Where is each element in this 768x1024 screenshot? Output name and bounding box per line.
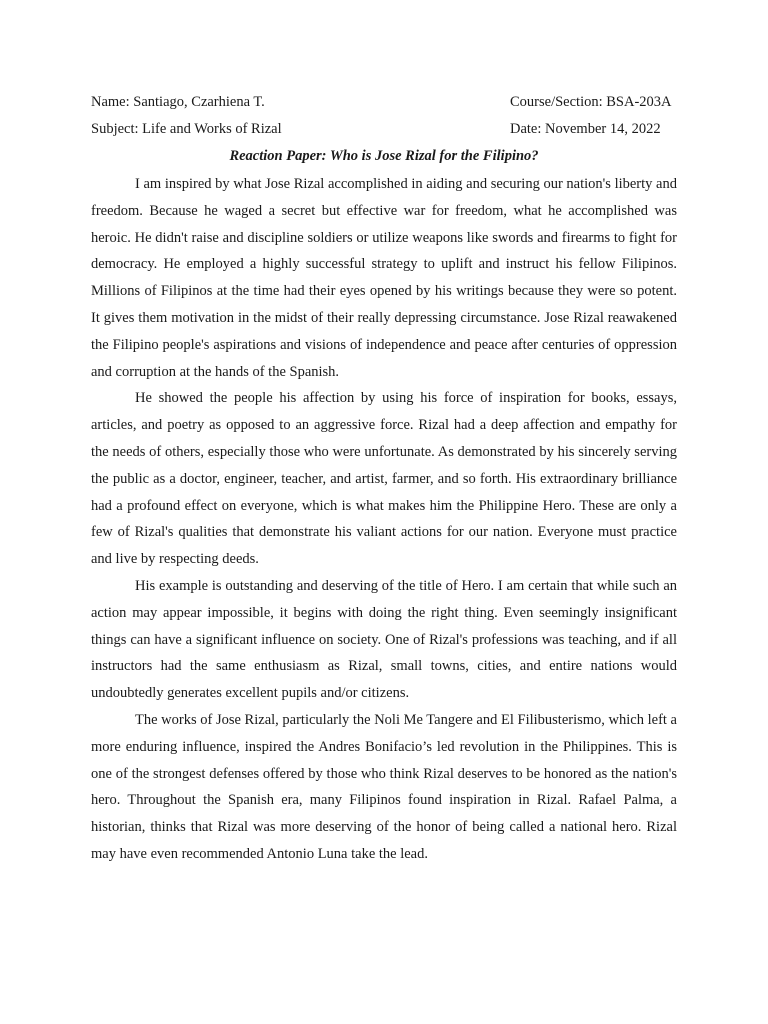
- student-name: Name: Santiago, Czarhiena T.: [91, 94, 265, 110]
- subject: Subject: Life and Works of Rizal: [91, 121, 282, 137]
- course-section: Course/Section: BSA-203A: [510, 94, 672, 110]
- date: Date: November 14, 2022: [510, 121, 661, 137]
- header-row-1: [91, 92, 677, 119]
- paragraph-2: He showed the people his affection by using his force of inspiration for books, essays, articles, and poetry as opposed to an aggressive force. Rizal had a deep affection and empathy for the needs of others, especially those who were unfortunate. As demonstrated by his sincerely serving the public as a doctor, engineer, teacher, and artist, farmer, and so forth. His extraordinary brilliance had a profound effect on everyone, which is what makes him the Philippine Hero. These are only a few of Rizal's qualities that demonstrate his valiant actions for our nation. Everyone must practice and live by respecting deeds.: [91, 390, 677, 568]
- paragraph-4: The works of Jose Rizal, particularly the Noli Me Tangere and El Filibusterismo, which left a more enduring influence, inspired the Andres Bonifacio’s led revolution in the Philippines. This is one of the strongest defenses offered by those who think Rizal deserves to be honored as the nation's hero. Throughout the Spanish era, many Filipinos found inspiration in Rizal. Rafael Palma, a historian, thinks that Rizal was more deserving of the honor of being called a national hero. Rizal may have even recommended Antonio Luna take the lead.: [91, 711, 677, 862]
- paragraph-3: His example is outstanding and deserving of the title of Hero. I am certain that while such an action may appear impossible, it begins with doing the right thing. Even seemingly insignificant things can have a significant influence on society. One of Rizal's professions was teaching, and if all instructors had the same enthusiasm as Rizal, small towns, cities, and entire nations would undoubtedly generates excellent pupils and/or citizens.: [91, 577, 677, 702]
- paper-title: Reaction Paper: Who is Jose Rizal for the Filipino?: [229, 148, 539, 164]
- paragraph-1: I am inspired by what Jose Rizal accomplished in aiding and securing our nation's liberty and freedom. Because he waged a secret but effective war for freedom, what he accomplished was heroic. He didn't raise and discipline soldiers or utilize weapons like swords and firearms to fight for democracy. He employed a highly successful strategy to uplift and instruct his fellow Filipinos. Millions of Filipinos at the time had their eyes opened by his writings because they were so potent. It gives them motivation in the midst of their really depressing circumstance. Jose Rizal reawakened the Filipino people's aspirations and visions of independence and peace after centuries of oppression and corruption at the hands of the Spanish.: [91, 176, 677, 380]
- header-row-2: [91, 119, 677, 146]
- document-page: [91, 92, 677, 868]
